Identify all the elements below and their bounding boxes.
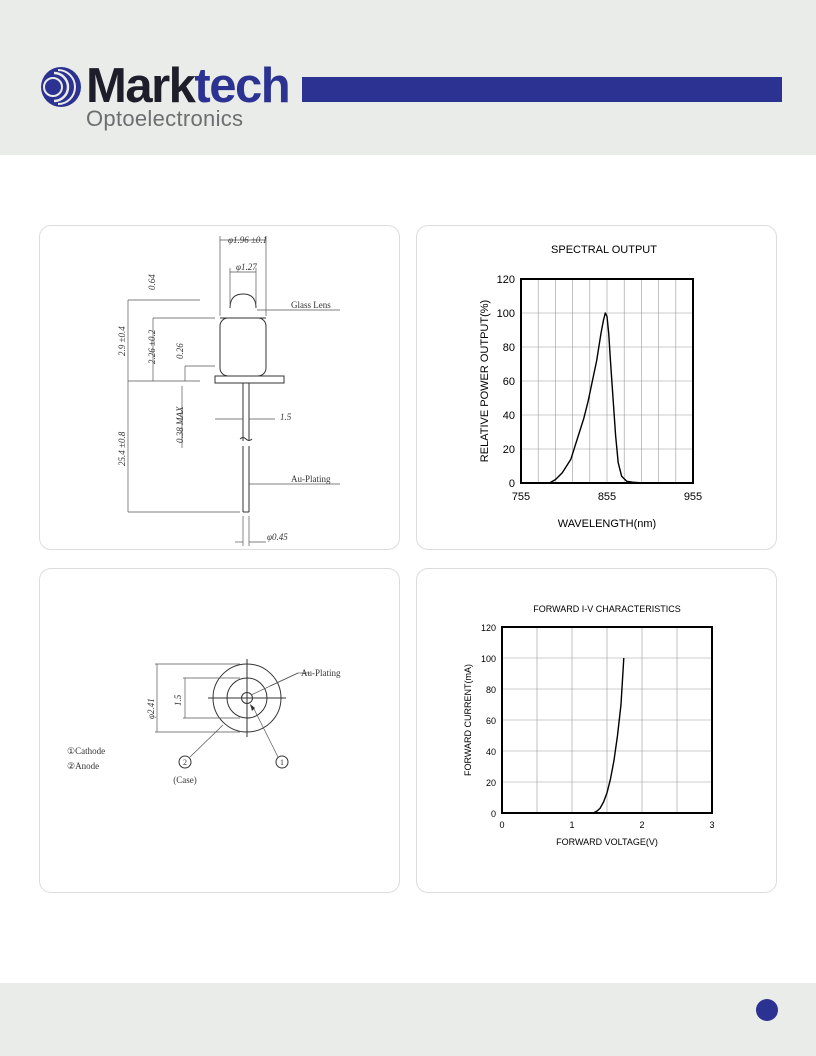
y-tick-label: 60	[485, 716, 496, 726]
marktech-logo-icon	[40, 66, 82, 108]
cathode-legend: ①Cathode	[67, 746, 106, 756]
x-axis-label: WAVELENGTH(nm)	[557, 518, 657, 530]
y-tick-label: 100	[480, 654, 496, 664]
glass-lens-label: Glass Lens	[291, 300, 331, 310]
x-tick-label: 3	[709, 820, 715, 830]
pin-au-plating-label: Au-Plating	[301, 668, 341, 678]
y-axis-label: FORWARD CURRENT(mA)	[463, 664, 473, 776]
x-axis-label: FORWARD VOLTAGE(V)	[556, 837, 658, 847]
brand-part-1: Mark	[86, 59, 195, 113]
chart-title: FORWARD I-V CHARACTERISTICS	[533, 604, 681, 614]
x-tick-label: 0	[499, 820, 505, 830]
dim-lens-height: 0.64	[147, 274, 157, 290]
series-line	[549, 313, 641, 483]
y-tick-label: 40	[502, 410, 515, 422]
dim-lead-diameter: φ0.45	[267, 532, 288, 542]
dim-inner-diameter: 1.5	[173, 694, 183, 706]
y-tick-label: 80	[502, 342, 515, 354]
iv-characteristics-chart	[417, 569, 778, 894]
x-tick-label: 1	[569, 820, 575, 830]
spectral-output-chart	[417, 226, 778, 551]
x-tick-label: 755	[511, 491, 531, 503]
pin-drawing-panel	[39, 568, 400, 893]
brand-subtitle: Optoelectronics	[86, 106, 244, 131]
pin-drawing	[40, 569, 401, 894]
dim-cap-diameter: φ1.96 ±0.1	[228, 235, 268, 245]
brand-part-2: tech	[194, 59, 290, 113]
page-marker-icon	[756, 999, 778, 1021]
x-tick-label: 955	[683, 491, 703, 503]
y-tick-label: 0	[508, 478, 515, 490]
y-tick-label: 0	[490, 809, 496, 819]
dim-flange-thickness: 0.38 MAX	[175, 406, 185, 443]
y-tick-label: 120	[480, 623, 496, 633]
dim-lead-length: 25.4 ±0.8	[117, 431, 127, 466]
y-tick-label: 60	[502, 376, 515, 388]
x-tick-label: 2	[639, 820, 645, 830]
dim-flange-height: 0.26	[175, 343, 185, 359]
series-line	[593, 658, 624, 813]
x-tick-label: 855	[597, 491, 617, 503]
pin-2-number: 2	[183, 758, 187, 767]
dim-case-diameter: φ2.41	[146, 698, 156, 719]
y-tick-label: 100	[496, 308, 515, 320]
spectral-output-panel	[416, 225, 777, 550]
dim-lead-width: 1.5	[280, 412, 292, 422]
dimension-drawing	[40, 226, 401, 551]
pin-1-number: 1	[280, 758, 284, 767]
y-axis-label: RELATIVE POWER OUTPUT(%)	[479, 299, 491, 463]
footer-band	[0, 983, 816, 1056]
header-accent-bar	[302, 77, 782, 102]
dim-lens-diameter: φ1.27	[236, 262, 257, 272]
dim-total-height: 2.9 ±0.4	[117, 326, 127, 356]
y-tick-label: 40	[485, 747, 496, 757]
dim-cap-height: 2.26 ±0.2	[147, 329, 157, 364]
dimension-drawing-panel	[39, 225, 400, 550]
anode-legend: ②Anode	[67, 761, 100, 771]
y-tick-label: 80	[485, 685, 496, 695]
y-tick-label: 20	[485, 778, 496, 788]
y-tick-label: 120	[496, 274, 515, 286]
y-tick-label: 20	[502, 444, 515, 456]
au-plating-label: Au-Plating	[291, 474, 331, 484]
chart-title: SPECTRAL OUTPUT	[551, 244, 657, 256]
iv-characteristics-panel	[416, 568, 777, 893]
case-label: (Case)	[173, 775, 197, 785]
